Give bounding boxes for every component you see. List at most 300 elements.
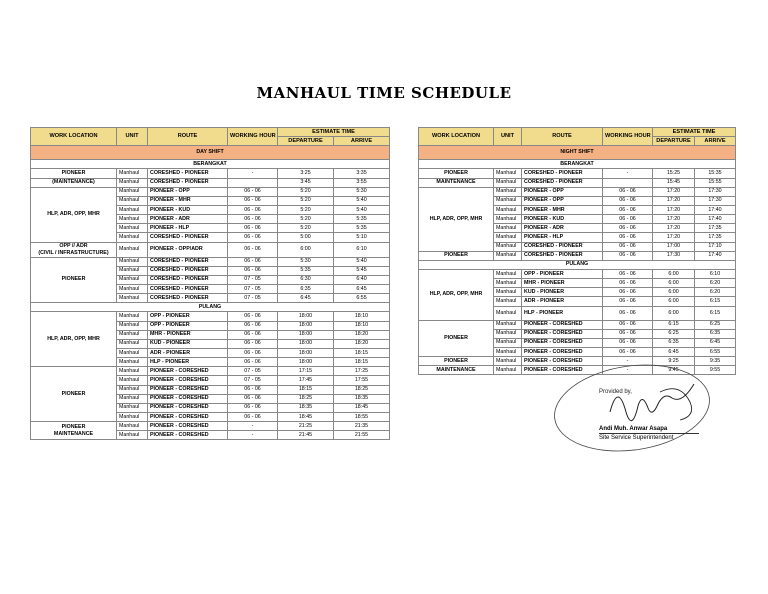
arrive-cell: 6:10: [334, 242, 390, 257]
working-hour-cell: 07 - 05: [228, 367, 278, 376]
working-hour-cell: 06 - 06: [228, 394, 278, 403]
arrive-cell: 17:40: [695, 251, 736, 260]
route-cell: CORESHED - PIONEER: [148, 266, 228, 275]
departure-cell: 18:00: [278, 358, 334, 367]
working-hour-cell: 06 - 06: [603, 288, 653, 297]
working-hour-cell: 06 - 06: [603, 215, 653, 224]
route-cell: PIONEER - CORESHED: [522, 357, 603, 366]
route-cell: CORESHED - PIONEER: [148, 275, 228, 284]
departure-cell: 17:15: [278, 367, 334, 376]
work-location-cell: PIONEER: [419, 169, 494, 178]
work-location-cell: (MAINTENANCE): [31, 178, 117, 187]
route-cell: PIONEER - OPP: [522, 196, 603, 205]
route-cell: CORESHED - PIONEER: [148, 178, 228, 187]
departure-cell: 17:20: [653, 215, 695, 224]
arrive-cell: 21:35: [334, 422, 390, 431]
col-header-working-hour: WORKING HOUR: [228, 128, 278, 146]
arrive-cell: 6:15: [695, 306, 736, 320]
unit-cell: Manhaul: [117, 169, 148, 178]
route-cell: CORESHED - PIONEER: [148, 169, 228, 178]
departure-cell: 6:45: [278, 294, 334, 303]
table-row: [31, 422, 390, 431]
route-cell: PIONEER - CORESHED: [148, 422, 228, 431]
unit-cell: Manhaul: [494, 233, 522, 242]
working-hour-cell: 06 - 06: [228, 348, 278, 357]
unit-cell: Manhaul: [117, 412, 148, 421]
working-hour-cell: 06 - 06: [228, 205, 278, 214]
working-hour-cell: 06 - 06: [228, 224, 278, 233]
arrive-cell: 5:40: [334, 196, 390, 205]
unit-cell: Manhaul: [494, 279, 522, 288]
table-row: [31, 367, 390, 376]
departure-cell: 6:35: [653, 338, 695, 347]
departure-cell: 17:20: [653, 187, 695, 196]
arrive-cell: 17:30: [695, 196, 736, 205]
stamp-ring: [549, 362, 715, 458]
arrive-cell: 5:30: [334, 187, 390, 196]
departure-cell: 18:00: [278, 339, 334, 348]
table-row: [419, 187, 736, 196]
route-cell: PIONEER - KUD: [522, 215, 603, 224]
departure-cell: 5:35: [278, 266, 334, 275]
segment-label-pulang: PULANG: [31, 303, 390, 312]
night-shift-table: [418, 127, 736, 375]
arrive-cell: 5:45: [334, 266, 390, 275]
arrive-cell: 6:40: [334, 275, 390, 284]
route-cell: PIONEER - CORESHED: [148, 403, 228, 412]
col-header-estimate-time: ESTIMATE TIME: [278, 128, 390, 137]
route-cell: CORESHED - PIONEER: [522, 169, 603, 178]
table-row: [31, 312, 390, 321]
work-location-cell: PIONEER: [31, 367, 117, 422]
working-hour-cell: 07 - 05: [228, 294, 278, 303]
working-hour-cell: 06 - 06: [603, 242, 653, 251]
departure-cell: 6:15: [653, 320, 695, 329]
working-hour-cell: -: [228, 169, 278, 178]
segment-label-pulang: PULANG: [419, 260, 736, 269]
departure-cell: 17:20: [653, 205, 695, 214]
departure-cell: 6:25: [653, 329, 695, 338]
working-hour-cell: 06 - 06: [228, 242, 278, 257]
work-location-cell: PIONEER: [419, 320, 494, 357]
arrive-cell: 17:30: [695, 187, 736, 196]
unit-cell: Manhaul: [117, 312, 148, 321]
arrive-cell: 5:10: [334, 233, 390, 242]
route-cell: CORESHED - PIONEER: [522, 242, 603, 251]
departure-cell: 6:00: [653, 279, 695, 288]
route-cell: PIONEER - ADR: [148, 215, 228, 224]
work-location-cell: HLP, ADR, OPP, MHR: [419, 187, 494, 251]
unit-cell: Manhaul: [117, 367, 148, 376]
arrive-cell: 6:25: [695, 320, 736, 329]
unit-cell: Manhaul: [494, 187, 522, 196]
unit-cell: Manhaul: [117, 403, 148, 412]
working-hour-cell: 06 - 06: [603, 233, 653, 242]
work-location-cell: PIONEER MAINTENANCE: [31, 422, 117, 440]
arrive-cell: 17:35: [695, 224, 736, 233]
arrive-cell: 18:10: [334, 321, 390, 330]
working-hour-cell: 06 - 06: [603, 297, 653, 306]
col-header-work-location: WORK LOCATION: [31, 128, 117, 146]
working-hour-cell: 06 - 06: [603, 196, 653, 205]
departure-cell: 6:30: [278, 275, 334, 284]
work-location-cell: PIONEER: [419, 357, 494, 366]
departure-cell: 18:15: [278, 385, 334, 394]
unit-cell: Manhaul: [117, 257, 148, 266]
arrive-cell: 15:55: [695, 178, 736, 187]
unit-cell: Manhaul: [117, 339, 148, 348]
unit-cell: Manhaul: [117, 224, 148, 233]
table-row: [31, 257, 390, 266]
arrive-cell: 5:35: [334, 215, 390, 224]
arrive-cell: 17:40: [695, 205, 736, 214]
arrive-cell: 3:55: [334, 178, 390, 187]
unit-cell: Manhaul: [494, 306, 522, 320]
unit-cell: Manhaul: [494, 297, 522, 306]
unit-cell: Manhaul: [117, 215, 148, 224]
arrive-cell: 6:55: [695, 347, 736, 356]
provided-by-label: Provided by,: [599, 389, 632, 395]
route-cell: OPP - PIONEER: [148, 321, 228, 330]
unit-cell: Manhaul: [117, 205, 148, 214]
working-hour-cell: 06 - 06: [603, 329, 653, 338]
arrive-cell: 15:35: [695, 169, 736, 178]
segment-label-berangkat: BERANGKAT: [31, 160, 390, 169]
segment-label-berangkat: BERANGKAT: [419, 160, 736, 169]
route-cell: PIONEER - HLP: [522, 233, 603, 242]
working-hour-cell: -: [603, 357, 653, 366]
departure-cell: 6:00: [653, 288, 695, 297]
departure-cell: 6:45: [653, 347, 695, 356]
working-hour-cell: 06 - 06: [228, 321, 278, 330]
departure-cell: 5:20: [278, 215, 334, 224]
work-location-cell: HLP, ADR, OPP, MHR: [31, 187, 117, 242]
arrive-cell: 17:25: [334, 367, 390, 376]
route-cell: CORESHED - PIONEER: [522, 178, 603, 187]
arrive-cell: 6:15: [695, 297, 736, 306]
arrive-cell: 18:15: [334, 348, 390, 357]
table-row: [31, 187, 390, 196]
working-hour-cell: 06 - 06: [228, 412, 278, 421]
working-hour-cell: 06 - 06: [228, 257, 278, 266]
route-cell: OPP - PIONEER: [522, 269, 603, 278]
arrive-cell: 18:25: [334, 385, 390, 394]
arrive-cell: 6:35: [695, 329, 736, 338]
unit-cell: Manhaul: [117, 266, 148, 275]
departure-cell: 17:20: [653, 233, 695, 242]
route-cell: KUD - PIONEER: [148, 339, 228, 348]
unit-cell: Manhaul: [117, 330, 148, 339]
departure-cell: 18:25: [278, 394, 334, 403]
departure-cell: 6:35: [278, 284, 334, 293]
route-cell: PIONEER - CORESHED: [148, 412, 228, 421]
col-header-departure: DEPARTURE: [653, 137, 695, 146]
departure-cell: 9:45: [653, 366, 695, 375]
working-hour-cell: 07 - 05: [228, 275, 278, 284]
arrive-cell: 5:40: [334, 205, 390, 214]
unit-cell: Manhaul: [494, 329, 522, 338]
departure-cell: 18:00: [278, 321, 334, 330]
working-hour-cell: 07 - 05: [228, 376, 278, 385]
unit-cell: Manhaul: [494, 338, 522, 347]
departure-cell: 5:00: [278, 233, 334, 242]
unit-cell: Manhaul: [117, 422, 148, 431]
unit-cell: Manhaul: [494, 269, 522, 278]
work-location-cell: HLP, ADR, OPP, MHR: [31, 312, 117, 367]
arrive-cell: 9:55: [695, 366, 736, 375]
route-cell: PIONEER - OPP/ADR: [148, 242, 228, 257]
unit-cell: Manhaul: [117, 376, 148, 385]
departure-cell: 5:20: [278, 196, 334, 205]
col-header-arrive: ARRIVE: [695, 137, 736, 146]
route-cell: PIONEER - CORESHED: [522, 347, 603, 356]
arrive-cell: 18:20: [334, 330, 390, 339]
departure-cell: 5:20: [278, 187, 334, 196]
unit-cell: Manhaul: [117, 196, 148, 205]
working-hour-cell: 06 - 06: [228, 215, 278, 224]
departure-cell: 6:00: [653, 306, 695, 320]
departure-cell: 6:00: [653, 269, 695, 278]
departure-cell: 5:20: [278, 205, 334, 214]
signature-stamp: [540, 362, 720, 458]
working-hour-cell: 06 - 06: [228, 358, 278, 367]
work-location-cell: OPP // ADR (CIVIL / INFRASTRUCTURE): [31, 242, 117, 257]
arrive-cell: 18:35: [334, 394, 390, 403]
route-cell: ADR - PIONEER: [522, 297, 603, 306]
working-hour-cell: 06 - 06: [228, 312, 278, 321]
unit-cell: Manhaul: [117, 242, 148, 257]
arrive-cell: 17:55: [334, 376, 390, 385]
departure-cell: 18:00: [278, 312, 334, 321]
working-hour-cell: 06 - 06: [603, 279, 653, 288]
work-location-cell: PIONEER: [419, 251, 494, 260]
arrive-cell: 18:55: [334, 412, 390, 421]
unit-cell: Manhaul: [117, 275, 148, 284]
route-cell: CORESHED - PIONEER: [148, 233, 228, 242]
arrive-cell: 6:45: [334, 284, 390, 293]
working-hour-cell: 06 - 06: [603, 306, 653, 320]
arrive-cell: 18:15: [334, 358, 390, 367]
unit-cell: Manhaul: [117, 294, 148, 303]
route-cell: HLP - PIONEER: [522, 306, 603, 320]
departure-cell: 18:35: [278, 403, 334, 412]
departure-cell: 18:00: [278, 330, 334, 339]
working-hour-cell: 06 - 06: [228, 339, 278, 348]
departure-cell: 5:30: [278, 257, 334, 266]
col-header-route: ROUTE: [148, 128, 228, 146]
route-cell: PIONEER - CORESHED: [148, 367, 228, 376]
unit-cell: Manhaul: [117, 178, 148, 187]
departure-cell: 18:45: [278, 412, 334, 421]
col-header-unit: UNIT: [494, 128, 522, 146]
arrive-cell: 17:10: [695, 242, 736, 251]
table-row: [419, 251, 736, 260]
arrive-cell: 21:55: [334, 431, 390, 440]
working-hour-cell: 06 - 06: [603, 224, 653, 233]
unit-cell: Manhaul: [494, 169, 522, 178]
work-location-cell: MAINTENANCE: [419, 366, 494, 375]
working-hour-cell: 06 - 06: [228, 330, 278, 339]
working-hour-cell: 06 - 06: [603, 347, 653, 356]
col-header-work-location: WORK LOCATION: [419, 128, 494, 146]
working-hour-cell: -: [603, 169, 653, 178]
unit-cell: Manhaul: [494, 242, 522, 251]
departure-cell: 3:45: [278, 178, 334, 187]
working-hour-cell: 07 - 05: [228, 284, 278, 293]
route-cell: PIONEER - CORESHED: [522, 338, 603, 347]
working-hour-cell: 06 - 06: [228, 196, 278, 205]
departure-cell: 5:20: [278, 224, 334, 233]
col-header-arrive: ARRIVE: [334, 137, 390, 146]
departure-cell: 17:20: [653, 196, 695, 205]
work-location-cell: MAINTENANCE: [419, 178, 494, 187]
arrive-cell: 6:20: [695, 288, 736, 297]
working-hour-cell: [603, 178, 653, 187]
unit-cell: Manhaul: [494, 357, 522, 366]
working-hour-cell: 06 - 06: [603, 338, 653, 347]
departure-cell: 6:00: [278, 242, 334, 257]
col-header-departure: DEPARTURE: [278, 137, 334, 146]
working-hour-cell: -: [603, 366, 653, 375]
route-cell: PIONEER - ADR: [522, 224, 603, 233]
unit-cell: Manhaul: [494, 215, 522, 224]
working-hour-cell: 06 - 06: [228, 233, 278, 242]
table-row: [31, 178, 390, 187]
working-hour-cell: 06 - 06: [603, 205, 653, 214]
col-header-route: ROUTE: [522, 128, 603, 146]
route-cell: PIONEER - MHR: [148, 196, 228, 205]
work-location-cell: HLP, ADR, OPP, MHR: [419, 269, 494, 320]
day-shift-table: [30, 127, 390, 440]
departure-cell: 17:30: [653, 251, 695, 260]
working-hour-cell: 06 - 06: [603, 269, 653, 278]
arrive-cell: 18:10: [334, 312, 390, 321]
table-row: [419, 178, 736, 187]
working-hour-cell: 06 - 06: [228, 187, 278, 196]
shift-label: DAY SHIFT: [31, 146, 390, 160]
route-cell: PIONEER - MHR: [522, 205, 603, 214]
route-cell: HLP - PIONEER: [148, 358, 228, 367]
table-row: [31, 242, 390, 257]
unit-cell: Manhaul: [117, 348, 148, 357]
route-cell: PIONEER - OPP: [522, 187, 603, 196]
unit-cell: Manhaul: [117, 187, 148, 196]
unit-cell: Manhaul: [494, 178, 522, 187]
route-cell: ADR - PIONEER: [148, 348, 228, 357]
departure-cell: 17:00: [653, 242, 695, 251]
route-cell: PIONEER - CORESHED: [148, 394, 228, 403]
unit-cell: Manhaul: [494, 224, 522, 233]
table-row: [419, 269, 736, 278]
working-hour-cell: 06 - 06: [228, 266, 278, 275]
route-cell: CORESHED - PIONEER: [148, 257, 228, 266]
arrive-cell: 6:55: [334, 294, 390, 303]
col-header-estimate-time: ESTIMATE TIME: [653, 128, 736, 137]
arrive-cell: 3:35: [334, 169, 390, 178]
arrive-cell: 17:40: [695, 215, 736, 224]
departure-cell: 21:45: [278, 431, 334, 440]
departure-cell: 18:00: [278, 348, 334, 357]
working-hour-cell: [228, 178, 278, 187]
col-header-working-hour: WORKING HOUR: [603, 128, 653, 146]
departure-cell: 15:45: [653, 178, 695, 187]
signatory-name: Andi Muh. Anwar Asapa: [599, 426, 668, 432]
unit-cell: Manhaul: [494, 320, 522, 329]
unit-cell: Manhaul: [117, 321, 148, 330]
table-row: [419, 320, 736, 329]
working-hour-cell: -: [228, 431, 278, 440]
table-row: [31, 169, 390, 178]
unit-cell: Manhaul: [117, 385, 148, 394]
unit-cell: Manhaul: [494, 205, 522, 214]
unit-cell: Manhaul: [117, 233, 148, 242]
arrive-cell: 6:20: [695, 279, 736, 288]
working-hour-cell: 06 - 06: [228, 403, 278, 412]
route-cell: PIONEER - KUD: [148, 205, 228, 214]
arrive-cell: 6:10: [695, 269, 736, 278]
unit-cell: Manhaul: [494, 347, 522, 356]
arrive-cell: 18:45: [334, 403, 390, 412]
departure-cell: 15:25: [653, 169, 695, 178]
working-hour-cell: 06 - 06: [603, 187, 653, 196]
route-cell: MHR - PIONEER: [522, 279, 603, 288]
route-cell: MHR - PIONEER: [148, 330, 228, 339]
arrive-cell: 5:40: [334, 257, 390, 266]
table-row: [419, 169, 736, 178]
route-cell: CORESHED - PIONEER: [148, 284, 228, 293]
route-cell: PIONEER - CORESHED: [148, 385, 228, 394]
unit-cell: Manhaul: [117, 284, 148, 293]
unit-cell: Manhaul: [117, 358, 148, 367]
route-cell: PIONEER - CORESHED: [522, 366, 603, 375]
route-cell: PIONEER - OPP: [148, 187, 228, 196]
route-cell: PIONEER - CORESHED: [148, 376, 228, 385]
arrive-cell: 6:45: [695, 338, 736, 347]
unit-cell: Manhaul: [117, 394, 148, 403]
working-hour-cell: 06 - 06: [228, 385, 278, 394]
departure-cell: 3:25: [278, 169, 334, 178]
working-hour-cell: -: [228, 422, 278, 431]
working-hour-cell: 06 - 06: [603, 320, 653, 329]
unit-cell: Manhaul: [494, 288, 522, 297]
unit-cell: Manhaul: [117, 431, 148, 440]
unit-cell: Manhaul: [494, 251, 522, 260]
work-location-cell: PIONEER: [31, 169, 117, 178]
page-title: MANHAUL TIME SCHEDULE: [256, 84, 512, 102]
work-location-cell: PIONEER: [31, 257, 117, 303]
route-cell: PIONEER - CORESHED: [148, 431, 228, 440]
arrive-cell: 18:20: [334, 339, 390, 348]
col-header-unit: UNIT: [117, 128, 148, 146]
unit-cell: Manhaul: [494, 366, 522, 375]
signatory-role: Site Service Superintendent: [599, 435, 674, 441]
departure-cell: 9:25: [653, 357, 695, 366]
arrive-cell: 17:35: [695, 233, 736, 242]
unit-cell: Manhaul: [494, 196, 522, 205]
route-cell: PIONEER - CORESHED: [522, 320, 603, 329]
route-cell: CORESHED - PIONEER: [148, 294, 228, 303]
shift-label: NIGHT SHIFT: [419, 146, 736, 160]
route-cell: PIONEER - CORESHED: [522, 329, 603, 338]
arrive-cell: 9:35: [695, 357, 736, 366]
route-cell: PIONEER - HLP: [148, 224, 228, 233]
departure-cell: 17:20: [653, 224, 695, 233]
departure-cell: 17:45: [278, 376, 334, 385]
route-cell: CORESHED - PIONEER: [522, 251, 603, 260]
departure-cell: 21:25: [278, 422, 334, 431]
departure-cell: 6:00: [653, 297, 695, 306]
signature-line: [599, 433, 699, 434]
